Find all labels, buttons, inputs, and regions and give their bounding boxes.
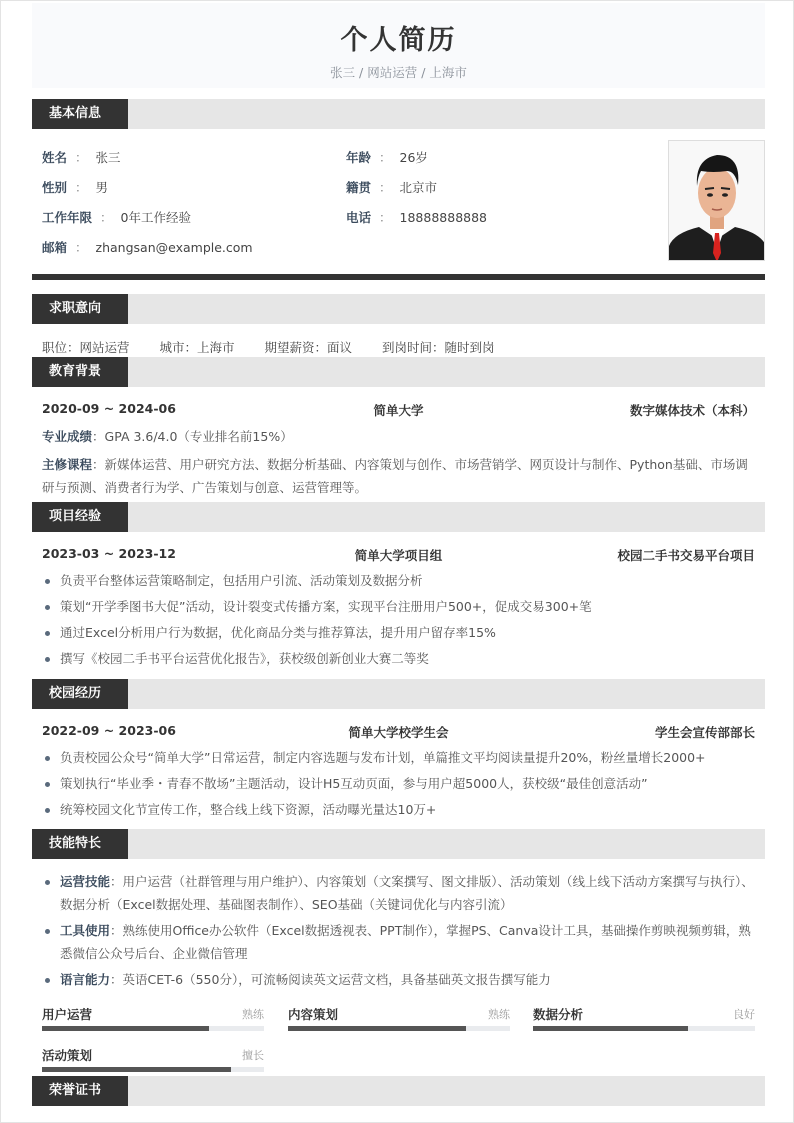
- list-item: 负责校园公众号“简单大学”日常运营，制定内容选题与发布计划，单篇推文平均阅读量提升20%，粉丝量增长2000+: [42, 745, 755, 771]
- gpa-value: ：GPA 3.6/4.0（专业排名前15%）: [92, 429, 293, 444]
- info-gender: [42, 178, 108, 196]
- campus-role: 学生会宣传部部长: [654, 725, 755, 740]
- education-school: 简单大学: [373, 403, 424, 418]
- list-item: 负责平台整体运营策略制定，包括用户引流、活动策划及数据分析: [42, 568, 755, 594]
- colon: ：: [100, 210, 113, 225]
- info-value: 18888888888: [399, 210, 488, 225]
- skill-text: ：熟练使用Office办公软件（Excel数据透视表、PPT制作），掌握PS、Canva设计工具，基础操作剪映视频剪辑，熟悉微信公众号后台、企业微信管理: [60, 923, 751, 961]
- courses-label: 主修课程: [42, 457, 93, 472]
- list-item: [42, 870, 755, 916]
- info-label: 年龄: [346, 150, 372, 165]
- section-title: 技能特长: [32, 829, 128, 859]
- list-item: 通过Excel分析用户行为数据，优化商品分类与推荐算法，提升用户留存率15%: [42, 620, 755, 646]
- list-item: 策划执行“毕业季・青春不散场”主题活动，设计H5互动页面，参与用户超5000人，获校级“最佳创意活动”: [42, 771, 755, 797]
- skill-bar-name: 内容策划: [288, 1007, 339, 1022]
- campus-org: 简单大学校学生会: [348, 725, 449, 740]
- gpa-label: 专业成绩: [42, 429, 93, 444]
- list-item: 统筹校园文化节宣传工作，整合线上线下资源，活动曝光量达10万+: [42, 797, 755, 823]
- list-item: 策划“开学季图书大促”活动，设计裂变式传播方案，实现平台注册用户500+，促成交易300+笔: [42, 594, 755, 620]
- intent-salary: 期望薪资：面议: [264, 340, 353, 355]
- education-gpa: [42, 425, 755, 448]
- section-title: 项目经验: [32, 502, 128, 532]
- section-basic-info: [32, 99, 765, 129]
- project-bullets: [42, 568, 755, 672]
- info-value: 男: [95, 180, 109, 195]
- section-education: [32, 357, 765, 387]
- section-job-intent: [32, 294, 765, 324]
- job-intent-row: [42, 338, 521, 356]
- skill-bar: [288, 1005, 510, 1023]
- list-item: [42, 919, 755, 965]
- section-projects: [32, 502, 765, 532]
- info-label: 姓名: [42, 150, 68, 165]
- intent-position: 职位：网站运营: [42, 340, 130, 355]
- info-value: 26岁: [399, 150, 428, 165]
- page-title: 个人简历: [340, 25, 457, 56]
- skill-bar-track: [42, 1067, 264, 1072]
- info-experience: [42, 208, 191, 226]
- list-item: 撰写《校园二手书平台运营优化报告》，获校级创新创业大赛二等奖: [42, 646, 755, 672]
- skill-label: 运营技能: [60, 874, 111, 889]
- avatar-photo: [668, 140, 765, 261]
- colon: ：: [379, 210, 392, 225]
- skill-bar-level: 擅长: [242, 1049, 264, 1062]
- colon: ：: [379, 180, 392, 195]
- section-title: 荣誉证书: [32, 1076, 128, 1106]
- skill-bar-fill: [42, 1067, 231, 1072]
- skill-bar-fill: [533, 1026, 688, 1031]
- avatar-icon: [669, 141, 765, 261]
- skill-bar-name: 用户运营: [42, 1007, 93, 1022]
- skill-text: ：用户运营（社群管理与用户维护）、内容策划（文案撰写、图文排版）、活动策划（线上线下活动方案撰写与执行）、数据分析（Excel数据处理、基础图表制作）、SEO基础（关键词优化与内容引流）: [60, 874, 754, 912]
- info-name: [42, 148, 121, 166]
- colon: ：: [75, 240, 88, 255]
- info-label: 邮箱: [42, 240, 68, 255]
- project-org: 简单大学项目组: [354, 548, 443, 563]
- resume-header: [32, 3, 765, 88]
- education-courses: [42, 453, 755, 499]
- section-title: 校园经历: [32, 679, 128, 709]
- info-value: 北京市: [399, 180, 438, 195]
- skill-label: 工具使用: [60, 923, 111, 938]
- info-phone: [346, 208, 487, 226]
- section-title: 基本信息: [32, 99, 128, 129]
- colon: ：: [75, 150, 88, 165]
- skill-bar-track: [288, 1026, 510, 1031]
- info-age: [346, 148, 428, 166]
- skill-bar-level: 熟练: [488, 1008, 510, 1021]
- section-title: 教育背景: [32, 357, 128, 387]
- skill-bar-fill: [42, 1026, 209, 1031]
- skill-bar-name: 数据分析: [533, 1007, 584, 1022]
- skill-bar: [42, 1005, 264, 1023]
- colon: ：: [379, 150, 392, 165]
- skill-bar: [42, 1046, 264, 1064]
- skill-bar-level: 良好: [733, 1008, 755, 1021]
- info-email: [42, 238, 253, 256]
- project-period: 2023-03 ~ 2023-12: [42, 546, 176, 561]
- skills-bullets: [42, 870, 755, 994]
- education-period: 2020-09 ~ 2024-06: [42, 401, 176, 416]
- courses-value: ：新媒体运营、用户研究方法、数据分析基础、内容策划与创作、市场营销学、网页设计与制作、Python基础、市场调研与预测、消费者行为学、广告策划与创意、运营管理等。: [42, 457, 748, 495]
- divider: [32, 274, 765, 280]
- info-value: 张三: [95, 150, 121, 165]
- campus-period: 2022-09 ~ 2023-06: [42, 723, 176, 738]
- education-header-row: [42, 401, 755, 419]
- page-subtitle: 张三 / 网站运营 / 上海市: [330, 65, 467, 80]
- info-value: zhangsan@example.com: [95, 240, 253, 255]
- skill-text: ：英语CET-6（550分），可流畅阅读英文运营文档，具备基础英文报告撰写能力: [110, 972, 551, 987]
- skill-label: 语言能力: [60, 972, 111, 987]
- skill-bar-fill: [288, 1026, 466, 1031]
- section-honors: [32, 1076, 765, 1106]
- campus-bullets: [42, 745, 755, 823]
- section-skills: [32, 829, 765, 859]
- intent-city: 城市：上海市: [159, 340, 235, 355]
- section-campus: [32, 679, 765, 709]
- skill-bar: [533, 1005, 755, 1023]
- education-major: 数字媒体技术（本科）: [629, 403, 755, 418]
- info-label: 籍贯: [346, 180, 372, 195]
- project-name: 校园二手书交易平台项目: [617, 548, 755, 563]
- info-label: 工作年限: [42, 210, 93, 225]
- skill-bar-name: 活动策划: [42, 1048, 93, 1063]
- skill-bar-level: 熟练: [242, 1008, 264, 1021]
- info-hometown: [346, 178, 437, 196]
- campus-header-row: [42, 723, 755, 741]
- skill-bar-track: [533, 1026, 755, 1031]
- info-value: 0年工作经验: [120, 210, 191, 225]
- skill-bar-track: [42, 1026, 264, 1031]
- info-label: 电话: [346, 210, 372, 225]
- info-label: 性别: [42, 180, 68, 195]
- colon: ：: [75, 180, 88, 195]
- list-item: [42, 968, 755, 991]
- intent-arrival: 到岗时间：随时到岗: [382, 340, 495, 355]
- section-title: 求职意向: [32, 294, 128, 324]
- project-header-row: [42, 546, 755, 564]
